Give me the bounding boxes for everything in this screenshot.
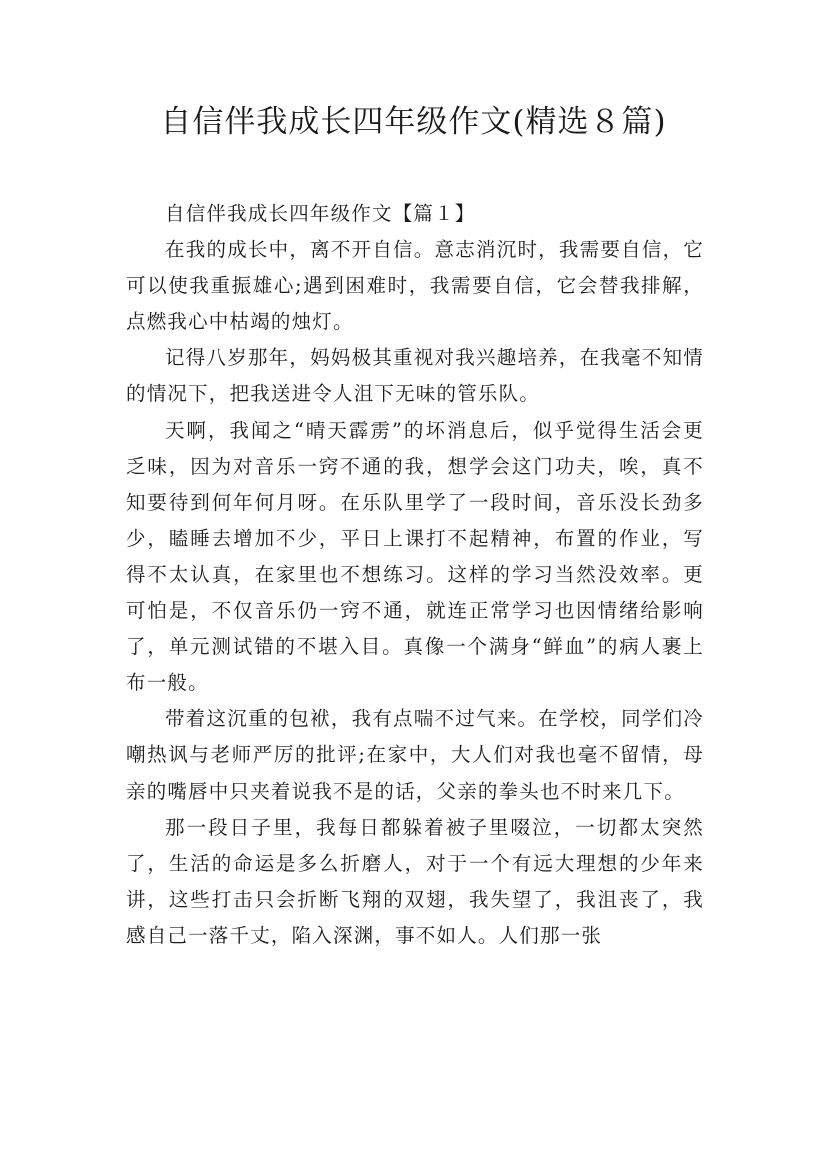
paragraph: 在我的成长中，离不开自信。意志消沉时，我需要自信，它可以使我重振雄心;遇到困难时，我需要自信，它会替我排解，点燃我心中枯竭的烛灯。: [126, 238, 704, 334]
section-heading: 自信伴我成长四年级作文【篇１】: [165, 202, 476, 225]
paragraph: 记得八岁那年，妈妈极其重视对我兴趣培养，在我毫不知情的情况下，把我送进令人沮下无味的管乐队。: [126, 346, 704, 406]
paragraph: 那一段日子里，我每日都躲着被子里啜泣，一切都太突然了，生活的命运是多么折磨人，对于一个有远大理想的少年来讲，这些打击只会折断飞翔的双翅，我失望了，我沮丧了，我感自己一落千丈，陷入深渊，事不如人。人们那一张: [126, 815, 704, 947]
document-body: [126, 196, 704, 954]
paragraph: 带着这沉重的包袱，我有点喘不过气来。在学校，同学们冷嘲热讽与老师严厉的批评;在家中，大人们对我也毫不留情，母亲的嘴唇中只夹着说我不是的话，父亲的拳头也不时来几下。: [126, 707, 704, 803]
document-title: 自信伴我成长四年级作文(精选８篇): [160, 104, 667, 140]
paragraph: 天啊，我闻之“晴天霹雳”的坏消息后，似乎觉得生活会更乏味，因为对音乐一窍不通的我，想学会这门功夫，唉，真不知要待到何年何月呀。在乐队里学了一段时间，音乐没长劲多少，瞌睡去增加不少，平日上课打不起精神，布置的作业，写得不太认真，在家里也不想练习。这样的学习当然没效率。更可怕是，不仅音乐仍一窍不通，就连正常学习也因情绪给影响了，单元测试错的不堪入目。真像一个满身“鲜血”的病人裹上布一般。: [126, 418, 704, 695]
